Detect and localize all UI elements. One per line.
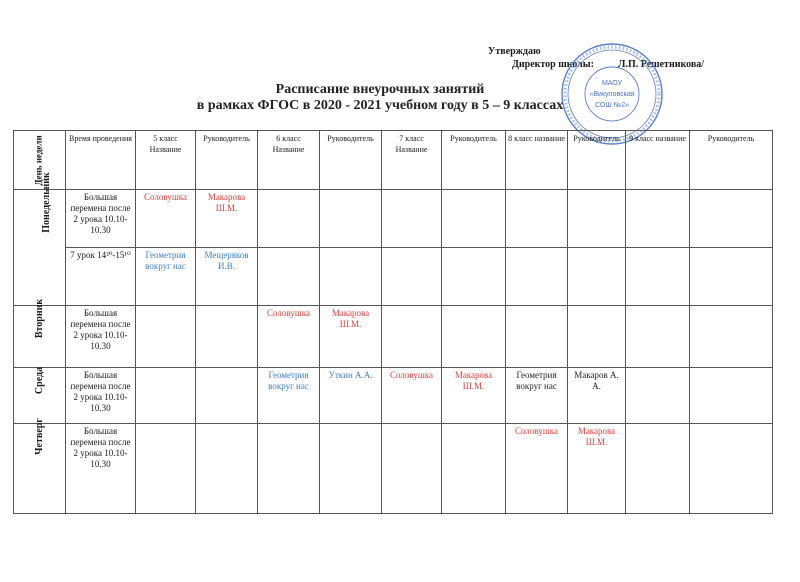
empty-cell (568, 306, 626, 368)
empty-cell (690, 248, 773, 306)
empty-cell (690, 306, 773, 368)
empty-cell (442, 190, 506, 248)
header-class6: 6 класс Название (258, 131, 320, 190)
empty-cell (136, 424, 196, 514)
title-line-1: Расписание внеурочных занятий (275, 82, 485, 97)
header-class8: 8 класс название (506, 131, 568, 190)
leader-cell: Макарова Ш.М. (320, 306, 382, 368)
activity-cell: Соловушка (136, 190, 196, 248)
empty-cell (626, 368, 690, 424)
day-thursday: Четверг (14, 424, 66, 514)
leader-cell: Макарова Ш.М. (442, 368, 506, 424)
leader-cell: Макарова Ш.М. (196, 190, 258, 248)
empty-cell (442, 424, 506, 514)
empty-cell (382, 424, 442, 514)
empty-cell (258, 248, 320, 306)
empty-cell (320, 248, 382, 306)
day-monday: Понедельник (14, 190, 66, 306)
empty-cell (196, 368, 258, 424)
empty-cell (690, 190, 773, 248)
header-class9: 9 класс название (626, 131, 690, 190)
empty-cell (136, 368, 196, 424)
header-day: День недели (14, 131, 66, 190)
empty-cell (136, 306, 196, 368)
activity-cell: Соловушка (506, 424, 568, 514)
header-class8-lead: Руководитель (568, 131, 626, 190)
time-cell: Большая перемена после 2 урока 10.10-10.30 (66, 368, 136, 424)
header-class6-lead: Руководитель (320, 131, 382, 190)
time-cell: Большая перемена после 2 урока 10.10-10.30 (66, 306, 136, 368)
leader-cell: Макарова Ш.М. (568, 424, 626, 514)
svg-text:МАОУ: МАОУ (601, 80, 623, 87)
header-class5: 5 класс Название (136, 131, 196, 190)
day-tuesday: Вторник (14, 306, 66, 368)
title-line-2: в рамках ФГОС в 2020 - 2021 учебном году в 5 – 9 классах (196, 98, 564, 113)
empty-cell (258, 190, 320, 248)
schedule-table (13, 130, 773, 514)
empty-cell (442, 248, 506, 306)
time-cell: Большая перемена после 2 урока 10.10-10.30 (66, 424, 136, 514)
svg-text:«Викуловская: «Викуловская (589, 91, 635, 98)
empty-cell (626, 190, 690, 248)
empty-cell (442, 306, 506, 368)
empty-cell (626, 306, 690, 368)
empty-cell (568, 190, 626, 248)
director-line: Директор школы: (512, 59, 594, 70)
empty-cell (382, 248, 442, 306)
activity-cell: Геометрия вокруг нас (136, 248, 196, 306)
activity-cell: Соловушка (258, 306, 320, 368)
empty-cell (690, 424, 773, 514)
activity-cell: Геометрия вокруг нас (506, 368, 568, 424)
empty-cell (626, 248, 690, 306)
header-class9-lead: Руководитель (690, 131, 773, 190)
empty-cell (382, 306, 442, 368)
header-class7: 7 класс Название (382, 131, 442, 190)
empty-cell (258, 424, 320, 514)
empty-cell (320, 190, 382, 248)
activity-cell: Соловушка (382, 368, 442, 424)
empty-cell (506, 190, 568, 248)
empty-cell (506, 306, 568, 368)
empty-cell (568, 248, 626, 306)
empty-cell (320, 424, 382, 514)
empty-cell (382, 190, 442, 248)
leader-cell: Уткин А.А. (320, 368, 382, 424)
leader-cell: Макаров А. А. (568, 368, 626, 424)
time-cell: 7 урок 14²⁰-15¹⁰ (66, 248, 136, 306)
empty-cell (506, 248, 568, 306)
svg-text:СОШ №2»: СОШ №2» (594, 102, 630, 109)
director-name: Л.П. Решетникова/ (618, 59, 705, 70)
time-cell: Большая перемена после 2 урока 10.10-10.30 (66, 190, 136, 248)
leader-cell: Мещеряков И.В. (196, 248, 258, 306)
empty-cell (196, 306, 258, 368)
empty-cell (196, 424, 258, 514)
header-class7-lead: Руководитель (442, 131, 506, 190)
header-time: Время проведения (66, 131, 136, 190)
day-wednesday: Среда (14, 368, 66, 424)
empty-cell (690, 368, 773, 424)
header-class5-lead: Руководитель (196, 131, 258, 190)
approve-label: Утверждаю (488, 46, 541, 57)
activity-cell: Геометрия вокруг нас (258, 368, 320, 424)
empty-cell (626, 424, 690, 514)
